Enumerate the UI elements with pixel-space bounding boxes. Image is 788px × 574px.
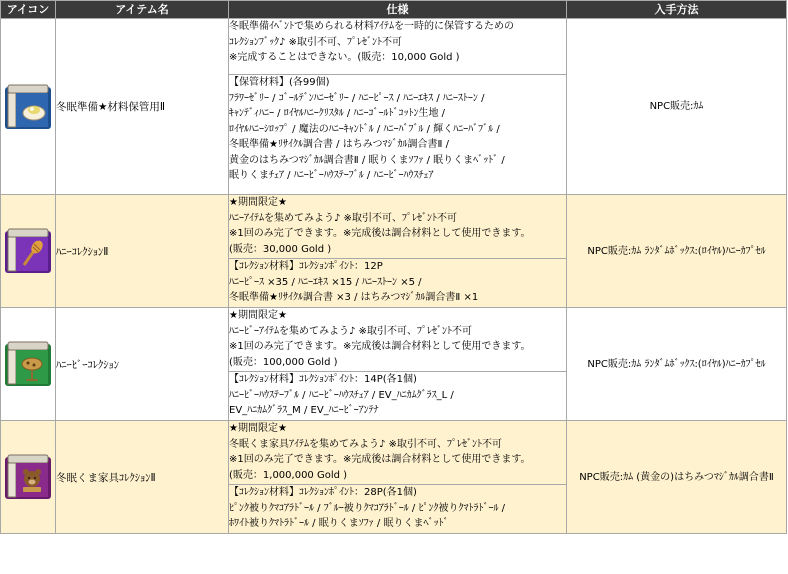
spec-line: ★期間限定★ (229, 310, 287, 321)
spec-line: ｷｬﾝﾃﾞｨﾊﾆｰ / ﾛｲﾔﾙﾊﾆｰｸﾘｽﾀﾙ / ﾊﾆｰｺﾞｰﾙﾄﾞｺｯﾄﾝ生地 / (229, 108, 446, 119)
item-spec-materials (229, 372, 567, 421)
spec-line: 【ｺﾚｸｼｮﾝ材料】ｺﾚｸｼｮﾝﾎﾟｲﾝﾄ：14P(各1個) (229, 374, 417, 385)
header-item-name: アイテム名 (56, 1, 229, 19)
bear-furniture-book-icon (4, 453, 52, 501)
spec-line: ﾎﾜｲﾄ被りｸﾏﾄﾗﾄﾞｰﾙ / 眠りくまｿﾌｧ / 眠りくまﾍﾞｯﾄﾞ (229, 518, 449, 529)
item-method (567, 421, 787, 534)
item-spec-description (229, 195, 567, 259)
spec-line: ※完成することはできない。(販売：10,000 Gold ) (229, 52, 460, 63)
item-icon-cell (1, 421, 56, 534)
item-name: 冬眠準備★材料保管用Ⅱ (56, 19, 229, 195)
spec-line: ★期間限定★ (229, 423, 287, 434)
header-row (1, 1, 787, 19)
method-line: NPC販売:ｶﾑ (579, 471, 634, 483)
spec-line: ※1回のみ完了できます。※完成後は調合材料として使用できます。 (229, 228, 531, 239)
item-method (567, 19, 787, 195)
method-line: (黄金の)はちみつﾏｼﾞｶﾙ調合書Ⅱ (636, 471, 774, 483)
table-row (1, 421, 787, 485)
spec-line: EV_ﾊﾆｶﾑｸﾞﾗｽ_M / EV_ﾊﾆｰﾋﾞｰｱﾝﾃﾅ (229, 405, 379, 416)
spec-line: (販売：30,000 Gold ) (229, 243, 332, 255)
spec-line: 冬眠準備★ﾘｻｲｸﾙ調合書 ×3 / はちみつﾏｼﾞｶﾙ調合書Ⅱ ×1 (229, 292, 479, 303)
item-name: ﾊﾆｰﾋﾞｰｺﾚｸｼｮﾝ (56, 308, 229, 421)
spec-line: (販売：1,000,000 Gold ) (229, 469, 348, 481)
table-row (1, 19, 787, 75)
item-method (567, 308, 787, 421)
item-icon-cell (1, 195, 56, 308)
spec-line: 【保管材料】(各99個) (229, 77, 330, 88)
spec-line: 冬眠くま家具ｱｲﾃﾑを集めてみよう♪ ※取引不可、ﾌﾟﾚｾﾞﾝﾄ不可 (229, 438, 502, 450)
spec-line: ﾊﾆｰﾋﾞｰﾊｳｽﾃｰﾌﾞﾙ / ﾊﾆｰﾋﾞｰﾊｳｽﾁｪｱ / EV_ﾊﾆｶﾑｸﾞﾗｽ_L / (229, 389, 454, 401)
item-spec-materials (229, 485, 567, 534)
spec-line: ※1回のみ完了できます。※完成後は調合材料として使用できます。 (229, 341, 531, 352)
beehive-book-icon (4, 340, 52, 388)
method-line: NPC販売:ｶﾑ (587, 358, 642, 370)
spec-line: 冬眠準備ｲﾍﾞﾝﾄで集められる材料ｱｲﾃﾑを一時的に保管するための (229, 21, 514, 32)
spec-line: ﾌﾗﾜｰｾﾞﾘｰ / ｺﾞｰﾙﾃﾞﾝﾊﾆｰｾﾞﾘｰ / ﾊﾆｰﾋﾟｰｽ / ﾊﾆｰｴｷｽ / ﾊﾆｰｽﾄｰﾝ / (229, 92, 485, 104)
method-line: ﾗﾝﾀﾞﾑﾎﾞｯｸｽ:(ﾛｲﾔﾙ)ﾊﾆｰｶﾌﾟｾﾙ (644, 358, 766, 370)
spec-line: ※1回のみ完了できます。※完成後は調合材料として使用できます。 (229, 454, 531, 465)
spec-line: (販売：100,000 Gold ) (229, 356, 338, 368)
method-line: ﾗﾝﾀﾞﾑﾎﾞｯｸｽ:(ﾛｲﾔﾙ)ﾊﾆｰｶﾌﾟｾﾙ (644, 245, 766, 257)
header-method: 入手方法 (567, 1, 787, 19)
item-spec-description (229, 19, 567, 75)
honey-dipper-book-icon (4, 227, 52, 275)
blue-book-icon (4, 83, 52, 131)
item-method (567, 195, 787, 308)
method-line: NPC販売:ｶﾑ (587, 245, 642, 257)
spec-line: ｺﾚｸｼｮﾝﾌﾞｯｸ♪ ※取引不可、ﾌﾟﾚｾﾞﾝﾄ不可 (229, 36, 402, 48)
item-spec-description (229, 421, 567, 485)
spec-line: 【ｺﾚｸｼｮﾝ材料】ｺﾚｸｼｮﾝﾎﾟｲﾝﾄ：28P(各1個) (229, 487, 417, 498)
item-spec-materials (229, 75, 567, 195)
spec-line: ﾋﾟﾝｸ被りｸﾏｺｱﾗﾄﾞｰﾙ / ﾌﾞﾙｰ被りｸﾏｺｱﾗﾄﾞｰﾙ / ﾋﾟﾝｸ被りｸﾏﾄﾗﾄﾞｰﾙ / (229, 502, 506, 514)
spec-line: ﾛｲﾔﾙﾊﾆｰｼﾛｯﾌﾟ / 魔法のﾊﾆｰｷｬﾝﾄﾞﾙ / ﾊﾆｰﾊﾞﾌﾞﾙ / 輝くﾊﾆｰﾊﾞﾌﾞﾙ / (229, 123, 500, 135)
item-name: 冬眠くま家具ｺﾚｸｼｮﾝⅡ (56, 421, 229, 534)
table-row (1, 195, 787, 259)
item-icon-cell (1, 19, 56, 195)
spec-line: 黄金のはちみつﾏｼﾞｶﾙ調合書Ⅱ / 眠りくまｿﾌｧ / 眠りくまﾍﾞｯﾄﾞ / (229, 154, 505, 166)
spec-line: 冬眠準備★ﾘｻｲｸﾙ調合書 / はちみつﾏｼﾞｶﾙ調合書Ⅱ / (229, 139, 449, 150)
spec-line: 眠りくまﾁｪｱ / ﾊﾆｰﾋﾞｰﾊｳｽﾃｰﾌﾞﾙ / ﾊﾆｰﾋﾞｰﾊｳｽﾁｪｱ (229, 170, 434, 181)
header-spec: 仕様 (229, 1, 567, 19)
spec-line: ﾊﾆｰｱｲﾃﾑを集めてみよう♪ ※取引不可、ﾌﾟﾚｾﾞﾝﾄ不可 (229, 212, 457, 224)
header-icon: アイコン (1, 1, 56, 19)
item-icon-cell (1, 308, 56, 421)
spec-line: ★期間限定★ (229, 197, 287, 208)
item-name: ﾊﾆｰｺﾚｸｼｮﾝⅡ (56, 195, 229, 308)
table-row (1, 308, 787, 372)
method-line: NPC販売:ｶﾑ (649, 101, 704, 112)
item-spec-description (229, 308, 567, 372)
spec-line: ﾊﾆｰﾋﾟｰｽ ×35 / ﾊﾆｰｴｷｽ ×15 / ﾊﾆｰｽﾄｰﾝ ×5 / (229, 276, 422, 288)
spec-line: ﾊﾆｰﾋﾞｰｱｲﾃﾑを集めてみよう♪ ※取引不可、ﾌﾟﾚｾﾞﾝﾄ不可 (229, 325, 472, 337)
item-spec-materials (229, 259, 567, 308)
spec-line: 【ｺﾚｸｼｮﾝ材料】ｺﾚｸｼｮﾝﾎﾟｲﾝﾄ：12P (229, 261, 383, 272)
